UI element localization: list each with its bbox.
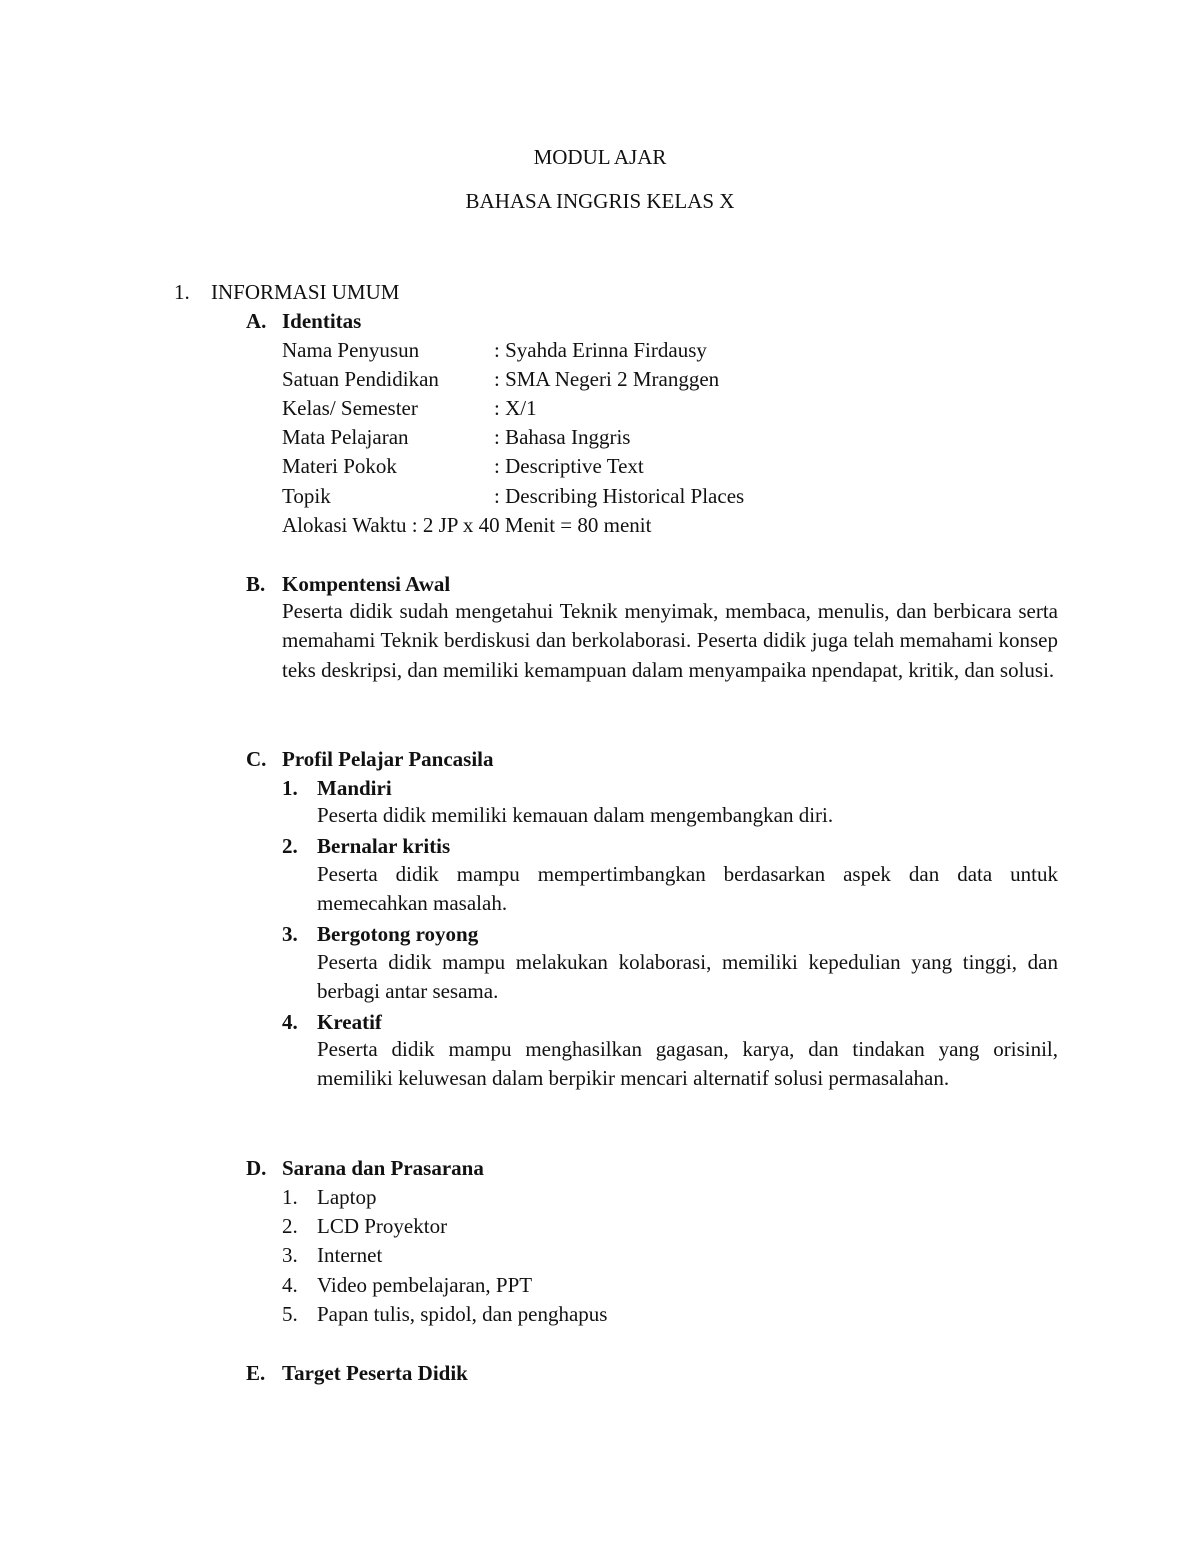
subsection-heading: Target Peserta Didik: [282, 1361, 468, 1385]
identity-value: : X/1: [494, 396, 537, 420]
section-number: 1.: [174, 280, 190, 304]
identity-label: Satuan Pendidikan: [282, 367, 439, 391]
subsection-heading: Sarana dan Prasarana: [282, 1156, 484, 1180]
subsection-letter: D.: [246, 1156, 267, 1180]
profile-item-title: Mandiri: [317, 776, 392, 800]
subsection-heading: Kompentensi Awal: [282, 572, 451, 596]
time-allocation: Alokasi Waktu : 2 JP x 40 Menit = 80 menit: [282, 513, 652, 537]
subsection-letter: E.: [246, 1361, 266, 1385]
profile-item-title: Kreatif: [317, 1010, 382, 1034]
identity-label: Nama Penyusun: [282, 338, 420, 362]
profile-item-number: 1.: [282, 776, 298, 800]
profile-item-desc: Peserta didik memiliki kemauan dalam mengembangkan diri.: [317, 803, 834, 827]
profile-item-desc: Peserta didik mampu mempertimbangkan berdasarkan aspek dan data untuk memecahkan masalah.: [317, 862, 1058, 916]
facility-number: 5.: [282, 1302, 298, 1326]
identity-label: Topik: [282, 484, 331, 508]
subsection-heading: Profil Pelajar Pancasila: [282, 747, 494, 771]
facility-number: 4.: [282, 1273, 298, 1297]
competency-paragraph: Peserta didik sudah mengetahui Teknik menyimak, membaca, menulis, dan berbicara serta memahami Teknik berdiskusi dan berkolaborasi. Peserta didik juga telah memahami konsep teks deskripsi, dan memiliki kemampuan dalam menyampaika npendapat, kritik, dan solusi.: [282, 599, 1058, 682]
identity-label: Mata Pelajaran: [282, 425, 409, 449]
facility-number: 3.: [282, 1243, 298, 1267]
subsection-letter: A.: [246, 309, 267, 333]
identity-value: : Syahda Erinna Firdausy: [494, 338, 707, 362]
identity-label: Materi Pokok: [282, 454, 397, 478]
facility-item: Video pembelajaran, PPT: [317, 1273, 533, 1297]
profile-item-number: 3.: [282, 922, 298, 946]
profile-item-number: 4.: [282, 1010, 298, 1034]
facility-item: Papan tulis, spidol, dan penghapus: [317, 1302, 608, 1326]
profile-item-desc: Peserta didik mampu menghasilkan gagasan, karya, dan tindakan yang orisinil, memiliki keluwesan dalam berpikir mencari alternatif solusi permasalahan.: [317, 1037, 1058, 1091]
subsection-letter: C.: [246, 747, 267, 771]
identity-value: : Descriptive Text: [494, 454, 644, 478]
identity-value: : Describing Historical Places: [494, 484, 745, 508]
profile-item-number: 2.: [282, 834, 298, 858]
identity-value: : SMA Negeri 2 Mranggen: [494, 367, 720, 391]
facility-number: 2.: [282, 1214, 298, 1238]
facility-number: 1.: [282, 1185, 298, 1209]
facility-item: LCD Proyektor: [317, 1214, 448, 1238]
section-heading: INFORMASI UMUM: [211, 280, 400, 304]
facility-item: Internet: [317, 1243, 383, 1267]
document-subtitle: BAHASA INGGRIS KELAS X: [465, 189, 735, 213]
profile-item-title: Bergotong royong: [317, 922, 479, 946]
profile-item-title: Bernalar kritis: [317, 834, 451, 858]
subsection-heading: Identitas: [282, 309, 362, 333]
identity-value: : Bahasa Inggris: [494, 425, 631, 449]
document-title: MODUL AJAR: [533, 145, 667, 169]
subsection-letter: B.: [246, 572, 266, 596]
facility-item: Laptop: [317, 1185, 377, 1209]
identity-label: Kelas/ Semester: [282, 396, 418, 420]
profile-item-desc: Peserta didik mampu melakukan kolaborasi, memiliki kepedulian yang tinggi, dan berbagi antar sesama.: [317, 950, 1058, 1004]
